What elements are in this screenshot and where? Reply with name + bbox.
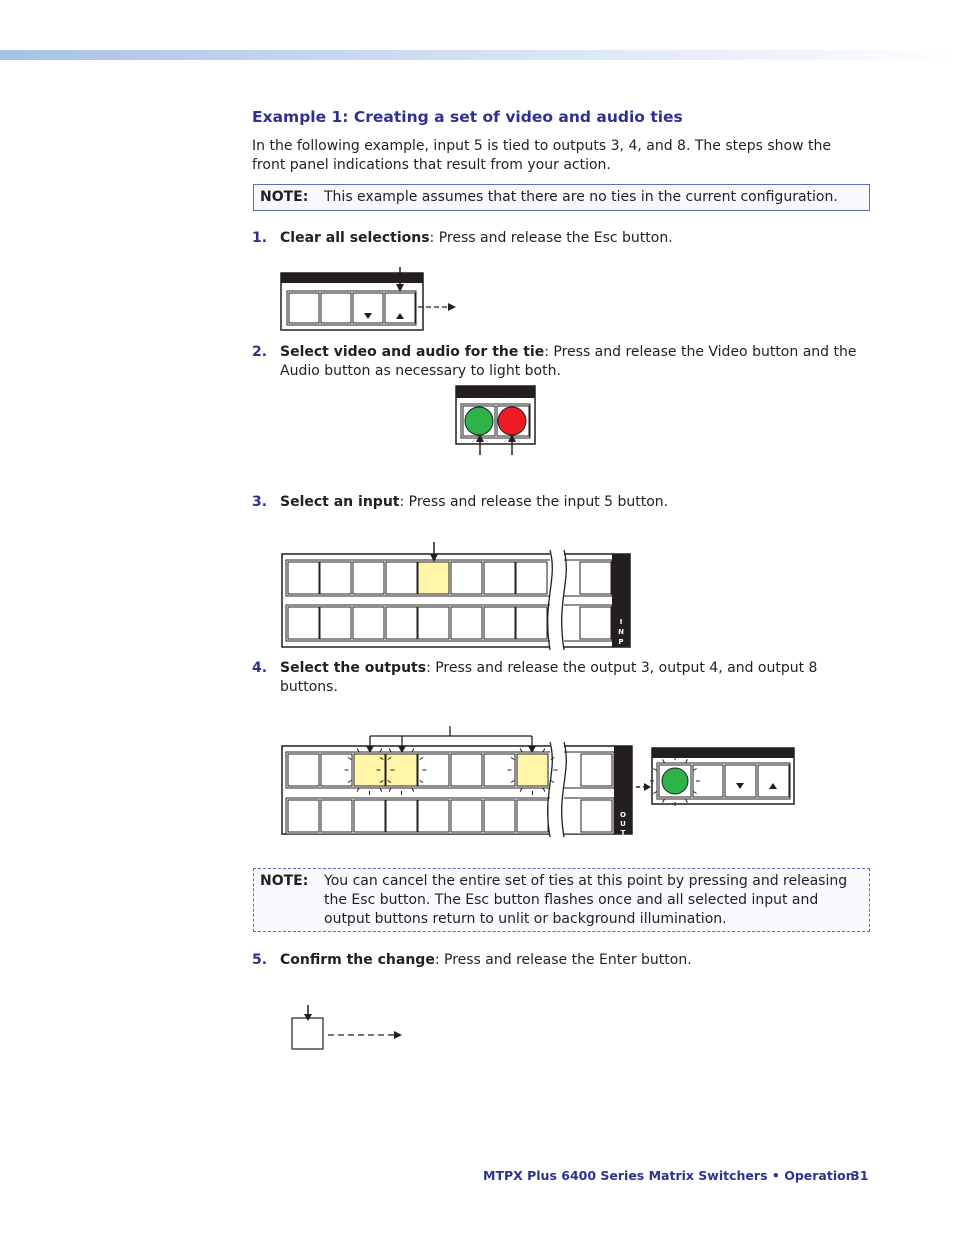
output-button[interactable] <box>451 754 482 786</box>
output-button[interactable] <box>288 800 319 832</box>
output-button[interactable] <box>451 800 482 832</box>
input-button[interactable] <box>580 607 611 639</box>
output-button[interactable] <box>288 754 319 786</box>
down-arrow-button[interactable] <box>725 765 756 797</box>
input-button[interactable] <box>580 562 611 594</box>
page-number: 31 <box>851 1168 869 1183</box>
esc-button-figure <box>278 264 468 334</box>
output-button[interactable] <box>517 800 548 832</box>
input-label-letter: P <box>618 638 624 646</box>
section-heading: Example 1: Creating a set of video and audio ties <box>252 108 683 126</box>
output-label-letter: T <box>620 829 626 837</box>
output-label-letter: O <box>620 811 626 819</box>
note-box <box>253 868 870 932</box>
step-number: 5. <box>252 952 268 968</box>
input-5-button[interactable] <box>418 562 449 594</box>
step-number: 4. <box>252 660 268 676</box>
enter-panel <box>652 748 794 804</box>
step-text: : Press and release the input 5 button. <box>399 494 669 510</box>
up-arrow-button[interactable] <box>758 765 789 797</box>
note-label: NOTE: <box>260 189 309 205</box>
input-button[interactable] <box>320 562 351 594</box>
enter-button-figure <box>288 1004 408 1054</box>
step-title: Confirm the change <box>280 952 435 968</box>
step-text: : Press and release the Esc button. <box>429 230 673 246</box>
step-text: : Press and release the output 3, output 4, and output 8 buttons. <box>280 660 818 695</box>
note-text: This example assumes that there are no ties in the current configuration. <box>324 189 838 205</box>
step-number: 1. <box>252 230 268 246</box>
output-button[interactable] <box>321 800 352 832</box>
step-number: 2. <box>252 344 268 360</box>
output-button[interactable] <box>581 754 612 786</box>
step-title: Select video and audio for the tie <box>280 344 545 360</box>
down-arrow-button[interactable] <box>353 293 383 323</box>
input-button[interactable] <box>353 562 384 594</box>
input-button[interactable] <box>288 562 319 594</box>
input-button[interactable] <box>386 607 417 639</box>
audio-button[interactable] <box>497 406 529 436</box>
input-button[interactable] <box>288 607 319 639</box>
input-button[interactable] <box>353 607 384 639</box>
input-button[interactable] <box>386 562 417 594</box>
output-label-letter: U <box>620 820 626 828</box>
note-text: You can cancel the entire set of ties at this point by pressing and releasing the Esc button. The Esc button flashes once and all selected input and output buttons return to unlit or background illumination. <box>324 873 848 927</box>
note-box <box>253 184 870 211</box>
header-gradient-bar <box>0 50 954 60</box>
step-title: Clear all selections <box>280 230 430 246</box>
input-button[interactable] <box>418 607 449 639</box>
step-number: 3. <box>252 494 268 510</box>
output-button[interactable] <box>418 800 449 832</box>
input-button[interactable] <box>451 562 482 594</box>
step-title: Select the outputs <box>280 660 427 676</box>
enter-button[interactable] <box>292 1018 323 1049</box>
input-button[interactable] <box>516 562 547 594</box>
esc-button[interactable] <box>289 293 319 323</box>
step-text: : Press and release the Video button and the Audio button as necessary to light both. <box>280 344 857 379</box>
note-label: NOTE: <box>260 873 309 889</box>
input-button[interactable] <box>484 562 515 594</box>
enter-button[interactable] <box>659 765 691 797</box>
front-panel-button[interactable] <box>321 293 351 323</box>
output-buttons-figure <box>278 722 798 838</box>
input-button[interactable] <box>451 607 482 639</box>
intro-paragraph: In the following example, input 5 is tied to outputs 3, 4, and 8. The steps show the front panel indications that result from your action. <box>252 138 831 173</box>
input-label-letter: I <box>619 618 623 626</box>
up-arrow-button[interactable] <box>385 293 415 323</box>
video-button[interactable] <box>463 406 495 436</box>
input-button[interactable] <box>516 607 547 639</box>
input-buttons-figure <box>278 540 638 652</box>
input-label-letter: N <box>618 628 624 636</box>
input-button[interactable] <box>320 607 351 639</box>
step-title: Select an input <box>280 494 400 510</box>
output-8-button[interactable] <box>517 754 548 786</box>
output-button[interactable] <box>386 800 417 832</box>
output-button[interactable] <box>581 800 612 832</box>
video-audio-figure <box>455 385 540 460</box>
footer-title: MTPX Plus 6400 Series Matrix Switchers • Operation <box>483 1168 855 1183</box>
output-button[interactable] <box>354 800 385 832</box>
input-button[interactable] <box>484 607 515 639</box>
step-text: : Press and release the Enter button. <box>434 952 692 968</box>
output-button[interactable] <box>484 800 515 832</box>
